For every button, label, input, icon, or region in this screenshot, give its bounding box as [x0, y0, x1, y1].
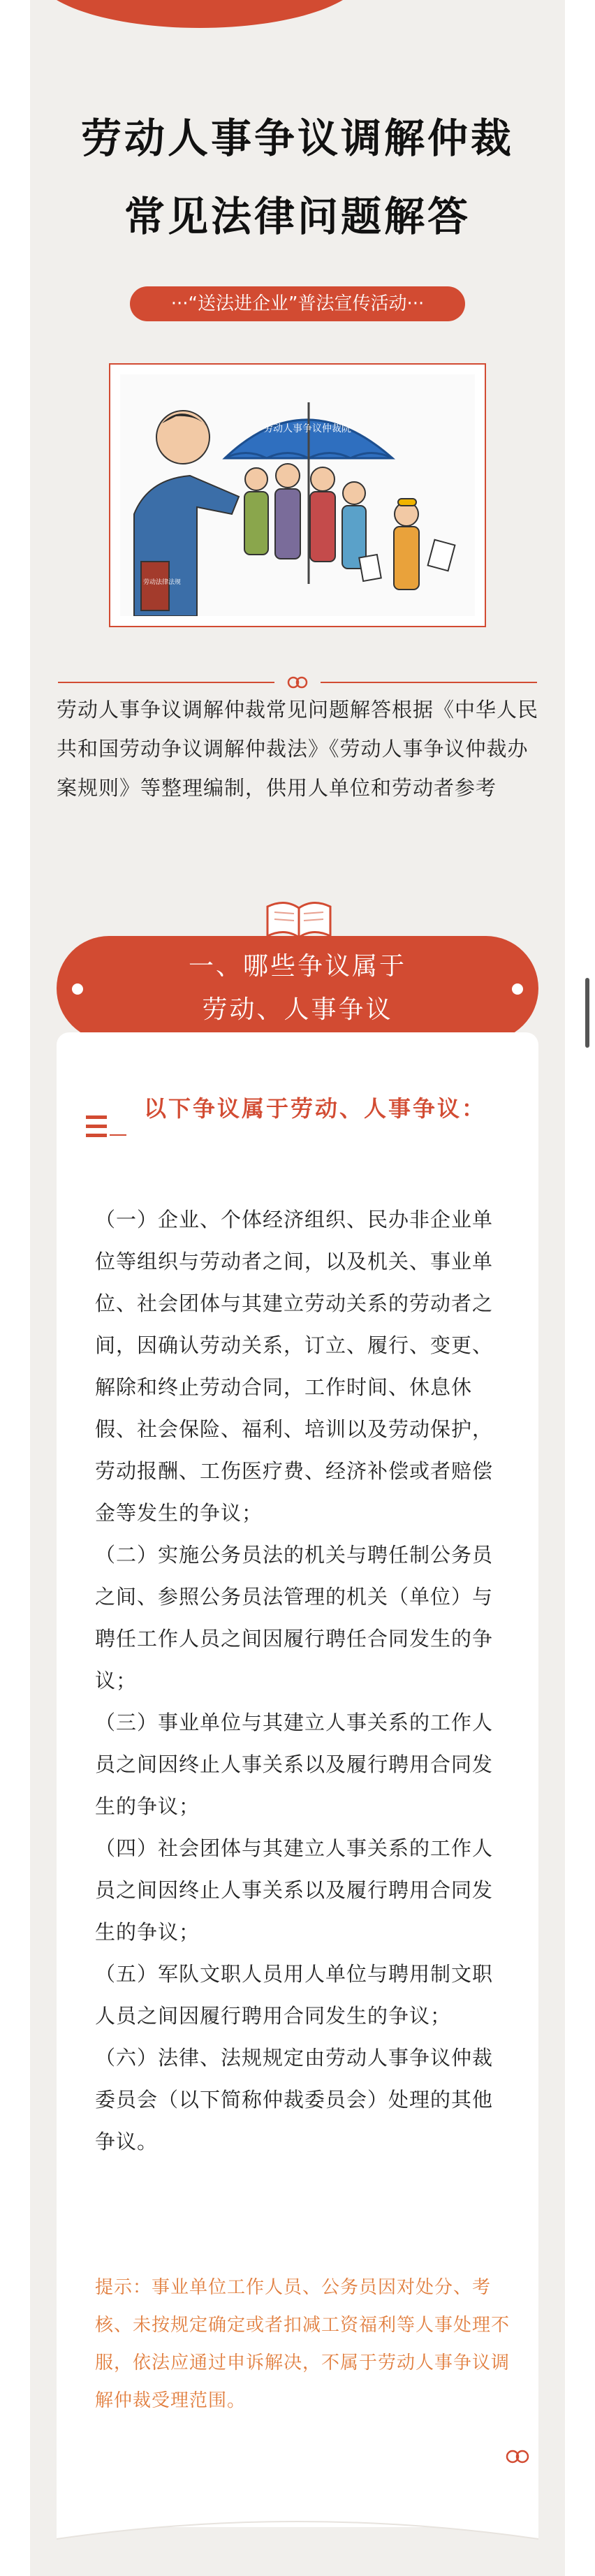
answer-item: （三）事业单位与其建立人事关系的工作人员之间因终止人事关系以及履行聘用合同发生的争议；: [95, 1711, 494, 1818]
top-decoration: [36, 0, 364, 28]
illustration-canvas: [120, 374, 475, 616]
book-label: 劳动法律法规: [143, 579, 182, 586]
activity-tag: ···“送法进企业”普法宣传活动···: [130, 286, 465, 321]
intro-paragraph: 劳动人事争议调解仲裁常见问题解答根据《中华人民共和国劳动争议调解仲裁法》《劳动人事争议仲裁办案规则》等整理编制，供用人单位和劳动者参考: [57, 698, 539, 800]
section-question: 以下争议属于劳动、人事争议：: [144, 1095, 487, 1122]
ribbon-decoration: [57, 2497, 538, 2553]
rings-icon: [504, 2449, 531, 2464]
hero-illustration: [109, 363, 486, 627]
answer-item: （四）社会团体与其建立人事关系的工作人员之间因终止人事关系以及履行聘用合同发生的争议；: [95, 1836, 494, 1944]
scrollbar-thumb[interactable]: [585, 978, 589, 1048]
answer-item: （二）实施公务员法的机关与聘任制公务员之间、参照公务员法管理的机关（单位）与聘任工作人员之间因履行聘任合同发生的争议；: [95, 1543, 494, 1692]
list-icon: [85, 1113, 128, 1141]
banner-line-1: 一、哪些争议属于: [188, 952, 406, 981]
section-1-card: [57, 1032, 538, 2527]
umbrella-people-illustration: [120, 374, 475, 616]
title-line-1: 劳动人事争议调解仲裁: [80, 115, 514, 162]
title-line-2: 常见法律问题解答: [124, 193, 471, 240]
banner-line-2: 劳动、人事争议: [202, 995, 393, 1024]
section-1-banner: [57, 936, 538, 1041]
banner-dot-left: [72, 983, 83, 995]
section-divider: [58, 675, 537, 689]
page: [30, 0, 565, 2576]
answer-item: （一）企业、个体经济组织、民办非企业单位等组织与劳动者之间，以及机关、事业单位、社会团体与其建立劳动关系的劳动者之间，因确认劳动关系，订立、履行、变更、解除和终止劳动合同，工作时间、休息休假、社会保险、福利、培训以及劳动保护，劳动报酬、工伤医疗费、经济补偿或者赔偿金等发生的争议；: [95, 1208, 494, 1525]
open-book-icon: [260, 886, 337, 942]
banner-dot-right: [512, 983, 523, 995]
umbrella-label: 劳动人事争议仲裁院: [263, 423, 351, 434]
tip-note: 提示：事业单位工作人员、公务员因对处分、考核、未按规定确定或者扣减工资福利等人事处理不服，依法应通过申诉解决，不属于劳动人事争议调解仲裁受理范围。: [95, 2277, 510, 2411]
answer-item: （六）法律、法规规定由劳动人事争议仲裁委员会（以下简称仲裁委员会）处理的其他争议。: [95, 2046, 494, 2153]
rings-icon: [285, 675, 310, 689]
page-title: [30, 99, 565, 256]
answer-list: [95, 1199, 510, 2162]
answer-item: （五）军队文职人员用人单位与聘用制文职人员之间因履行聘用合同发生的争议；: [95, 1962, 494, 2028]
